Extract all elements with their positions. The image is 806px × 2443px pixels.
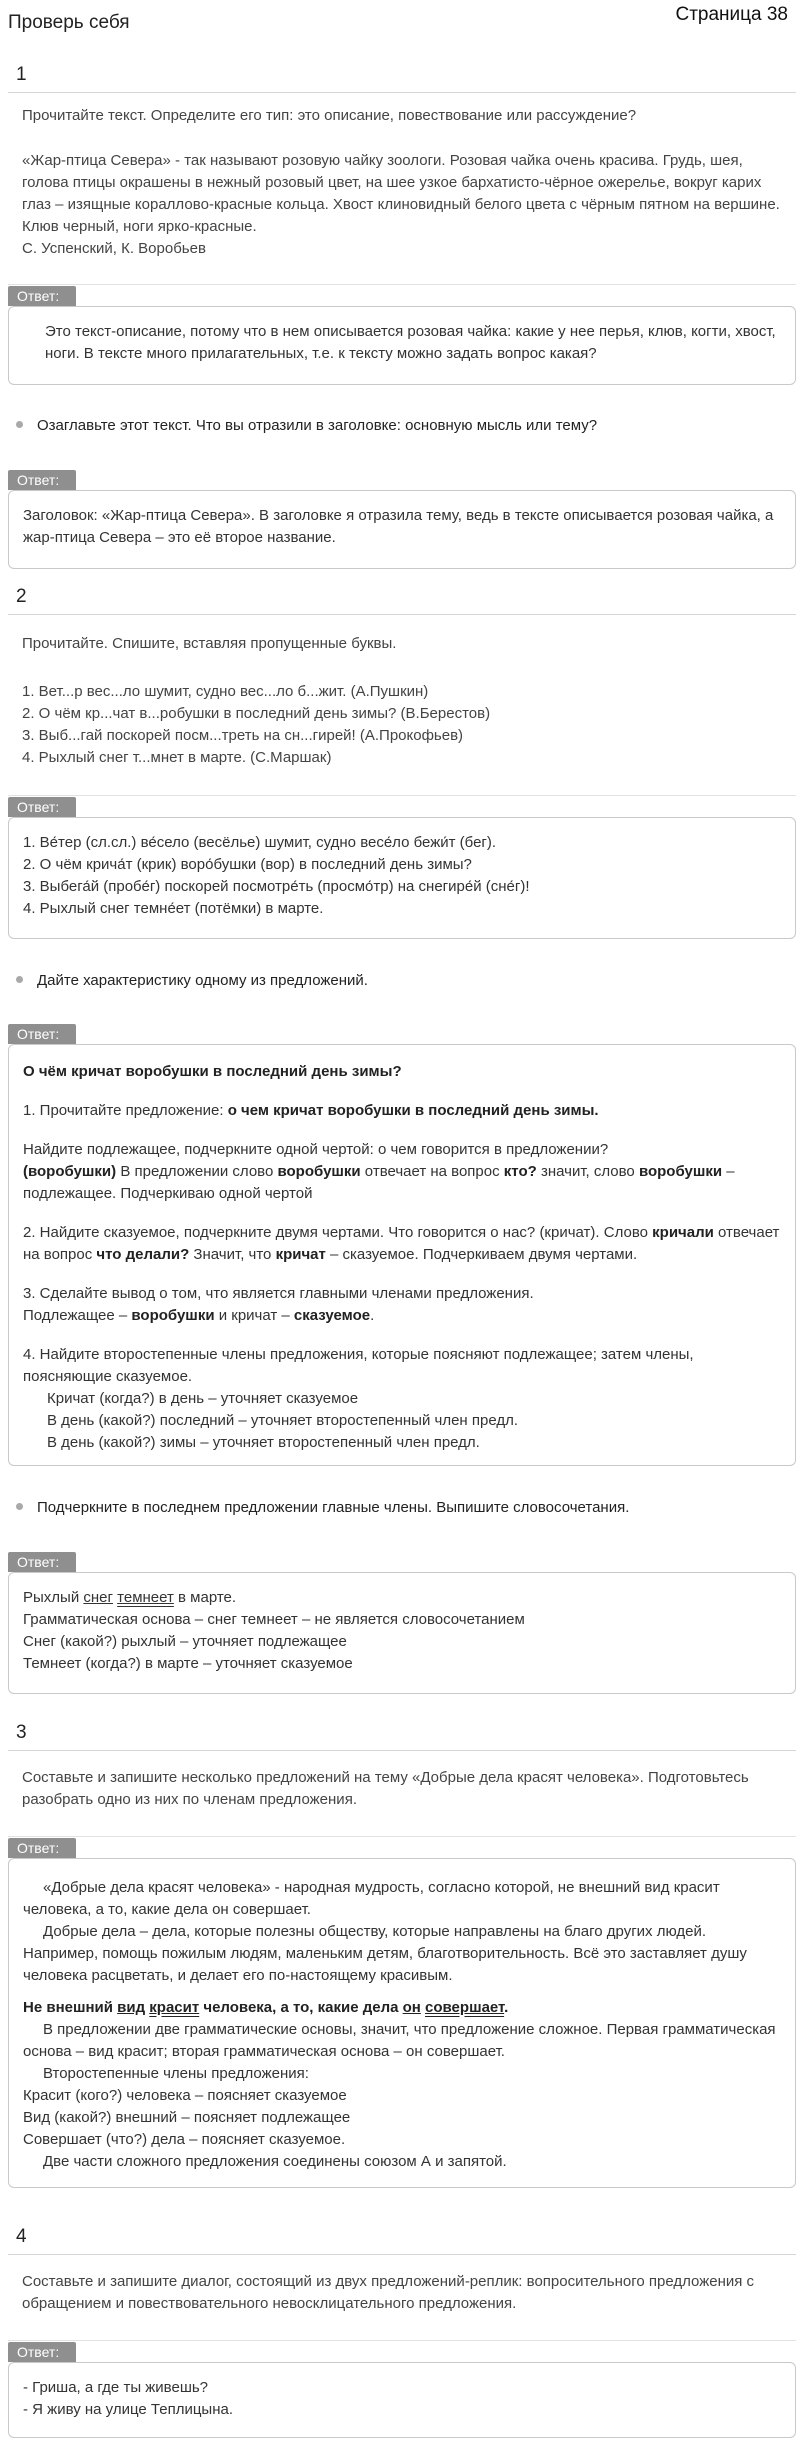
task-line: 4. Рыхлый снег т...мнет в марте. (С.Маршак) xyxy=(22,749,332,766)
task-line: 3. Выб...гай поскорей посм...треть на сн...гирей! (А.Прокофьев) xyxy=(22,727,464,744)
answer-box xyxy=(8,306,796,385)
analysis-heading: О чём кричат воробушки в последний день зимы? xyxy=(23,1063,402,1080)
answer-box xyxy=(8,1572,796,1694)
bullet-icon xyxy=(16,1503,23,1510)
task-number: 4 xyxy=(16,2226,27,2247)
analysis-step: 1. Прочитайте предложение: о чем кричат воробушки в последний день зимы. xyxy=(23,1102,599,1119)
answer-box xyxy=(8,1044,796,1466)
analysis-step: Подлежащее – воробушки и кричат – сказуемое. xyxy=(23,1307,375,1324)
task-text-author: С. Успенский, К. Воробьев xyxy=(22,240,206,257)
analysis-item: Кричат (когда?) в день – уточняет сказуемое xyxy=(47,1390,359,1407)
analysis-step: 2. Найдите сказуемое, подчеркните двумя чертами. Что говорится о нас? (кричат). Слово кричали отвечает на вопрос что делали? Значит, что кричат – сказуемое. Подчеркиваем двумя чертами. xyxy=(23,1224,780,1263)
answer-line: 1. Ве́тер (сл.сл.) ве́село (весёлье) шумит, судно весе́ло бежи́т (бег). xyxy=(23,834,497,851)
analysis-item: В день (какой?) последний – уточняет второстепенный член предл. xyxy=(47,1412,519,1429)
answer-box xyxy=(8,1858,796,2188)
answer-box xyxy=(8,817,796,939)
task-number: 3 xyxy=(16,1722,27,1743)
answer-item: Вид (какой?) внешний – поясняет подлежащее xyxy=(23,2109,351,2126)
task-question: Прочитайте. Спишите, вставляя пропущенные буквы. xyxy=(22,635,397,652)
dialog-line: - Я живу на улице Теплицына. xyxy=(23,2401,233,2418)
answer-badge: Ответ: xyxy=(8,1552,76,1572)
task-line: 2. О чём кр...чат в...робушки в последний день зимы? (В.Берестов) xyxy=(22,705,491,722)
answer-line: Грамматическая основа – снег темнеет – не является словосочетанием xyxy=(23,1611,525,1628)
answer-badge: Ответ: xyxy=(8,797,76,817)
sub-question-text: Озаглавьте этот текст. Что вы отразили в заголовке: основную мысль или тему? xyxy=(37,417,598,434)
sub-question xyxy=(16,415,597,437)
task-question-box xyxy=(8,2254,796,2341)
sub-question-text: Подчеркните в последнем предложении главные члены. Выпишите словосочетания. xyxy=(37,1499,630,1516)
answer-line: Снег (какой?) рыхлый – уточняет подлежащее xyxy=(23,1633,347,1650)
sub-question-text: Дайте характеристику одному из предложений. xyxy=(37,972,368,989)
answer-paragraph: «Добрые дела красят человека» - народная мудрость, согласно которой, не внешний вид красит человека, а то, какие дела он совершает. xyxy=(23,1879,720,1918)
sub-question xyxy=(16,970,368,992)
analysis-item: В день (какой?) зимы – уточняет второстепенный член предл. xyxy=(47,1434,480,1451)
analysis-step: 3. Сделайте вывод о том, что является главными членами предложения. xyxy=(23,1285,534,1302)
task-question: Составьте и запишите диалог, состоящий из двух предложений-реплик: вопросительного предложения с обращением и повествовательного невосклицательного предложения. xyxy=(22,2273,755,2312)
task-question-box xyxy=(8,1750,796,1837)
dialog-line: - Гриша, а где ты живешь? xyxy=(23,2379,209,2396)
answer-text: Заголовок: «Жар-птица Севера». В заголовке я отразила тему, ведь в тексте описывается розовая чайка, а жар-птица Севера – это её второе название. xyxy=(23,507,774,546)
answer-box xyxy=(8,2362,796,2438)
answer-line: 4. Рыхлый снег темне́ет (потёмки) в марте. xyxy=(23,900,324,917)
answer-paragraph: Две части сложного предложения соединены союзом А и запятой. xyxy=(43,2153,507,2170)
analysis-step: Найдите подлежащее, подчеркните одной чертой: о чем говорится в предложении? (воробушки) В предложении слово воробушки отвечает на вопрос кто? значит, слово воробушки – подлежащее. Подчеркиваю одной чертой xyxy=(23,1141,735,1202)
bullet-icon xyxy=(16,421,23,428)
sub-question xyxy=(16,1497,629,1519)
task-question: Прочитайте текст. Определите его тип: это описание, повествование или рассуждение? xyxy=(22,107,637,124)
page-title: Проверь себя xyxy=(8,12,130,33)
answer-item: Совершает (что?) дела – поясняет сказуемое. xyxy=(23,2131,346,2148)
task-line: 1. Вет...р вес...ло шумит, судно вес...ло б...жит. (А.Пушкин) xyxy=(22,683,429,700)
answer-line: Рыхлый снег темнеет в марте. xyxy=(23,1589,237,1606)
task-text: «Жар-птица Севера» - так называют розовую чайку зоологи. Розовая чайка очень красива. Грудь, шея, голова птицы окрашены в нежный розовый цвет, на шее узкое бархатисто-чёрное ожерелье, вокруг карих глаз – изящные коралловo-красные кольца. Хвост клиновидный белого цвета с чёрным пятном на вершине. Клюв черный, ноги ярко-красные. xyxy=(22,152,780,235)
answer-line: Темнеет (когда?) в марте – уточняет сказуемое xyxy=(23,1655,353,1672)
answer-badge: Ответ: xyxy=(8,1024,76,1044)
task-question-box xyxy=(8,614,796,796)
answer-line: 2. О чём крича́т (крик) воро́бушки (вор) в последний день зимы? xyxy=(23,856,472,873)
page-number: Страница 38 xyxy=(675,4,788,25)
answer-item: Красит (кого?) человека – поясняет сказуемое xyxy=(23,2087,347,2104)
answer-badge: Ответ: xyxy=(8,2342,76,2362)
bullet-icon xyxy=(16,976,23,983)
task-number: 1 xyxy=(16,64,27,85)
answer-badge: Ответ: xyxy=(8,286,76,306)
answer-paragraph: Второстепенные члены предложения: xyxy=(43,2065,309,2082)
answer-sentence: Не внешний вид красит человека, а то, какие дела он совершает. xyxy=(23,1999,509,2016)
answer-badge: Ответ: xyxy=(8,470,76,490)
task-question-box xyxy=(8,92,796,285)
task-number: 2 xyxy=(16,586,27,607)
answer-paragraph: В предложении две грамматические основы, значит, что предложение сложное. Первая грамматическая основа – вид красит; вторая грамматическая основа – он совершает. xyxy=(23,2021,776,2060)
task-question: Составьте и запишите несколько предложений на тему «Добрые дела красят человека». Подготовьтесь разобрать одно из них по членам предложения. xyxy=(22,1769,749,1808)
analysis-step: 4. Найдите второстепенные члены предложения, которые поясняют подлежащее; затем члены, поясняющие сказуемое. xyxy=(23,1346,694,1385)
answer-paragraph: Добрые дела – дела, которые полезны обществу, которые направлены на благо других людей. Например, помощь пожилым людям, маленьким детям, благотворительность. Всё это заставляет душу человека расцветать, и делает его по-настоящему красивым. xyxy=(23,1923,747,1984)
answer-box xyxy=(8,490,796,569)
answer-line: 3. Выбега́й (пробе́г) поскорей посмотре́ть (просмо́тр) на снегире́й (сне́г)! xyxy=(23,878,530,895)
answer-text: Это текст-описание, потому что в нем описывается розовая чайка: какие у нее перья, клюв, когти, хвост, ноги. В тексте много прилагательных, т.е. к тексту можно задать вопрос какая? xyxy=(45,323,776,362)
answer-badge: Ответ: xyxy=(8,1838,76,1858)
